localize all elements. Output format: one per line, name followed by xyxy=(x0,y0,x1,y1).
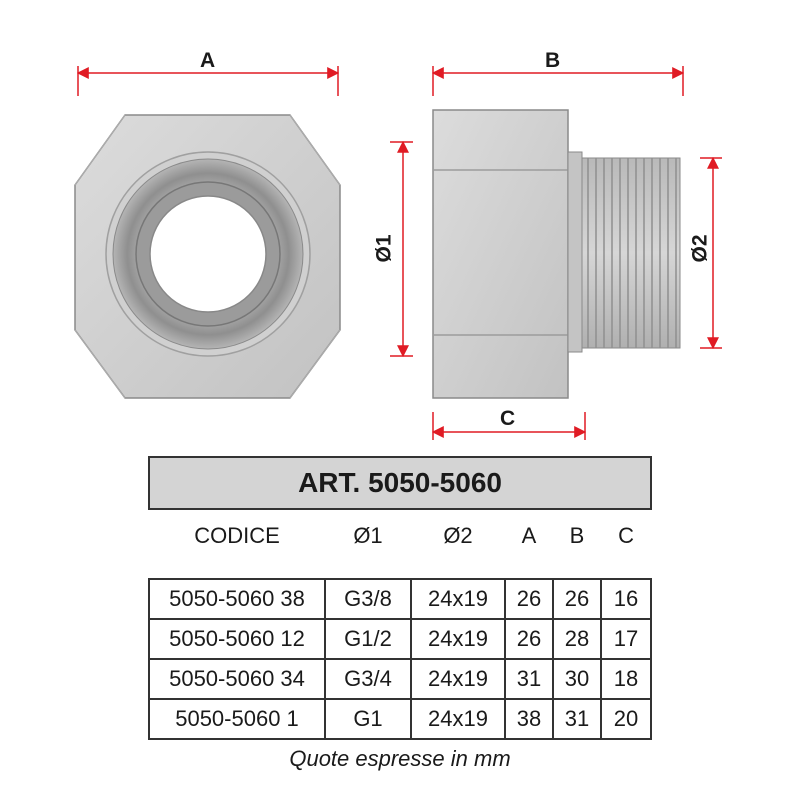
dim-a-label: A xyxy=(200,49,216,72)
cell-a: 26 xyxy=(505,579,553,619)
footnote: Quote espresse in mm xyxy=(289,746,511,771)
cell-c: 17 xyxy=(601,619,651,659)
column-header-d1: Ø1 xyxy=(353,523,383,548)
column-header-d2: Ø2 xyxy=(443,523,473,548)
cell-codice: 5050-5060 34 xyxy=(149,659,325,699)
column-header-a: A xyxy=(521,523,537,548)
dim-c-label: C xyxy=(500,407,516,430)
cell-d1: G3/8 xyxy=(325,579,411,619)
table-row xyxy=(149,659,651,699)
dim-b-label: B xyxy=(545,49,561,72)
column-header-c: C xyxy=(618,523,634,548)
cell-d1: G1 xyxy=(325,699,411,739)
hex-front-view xyxy=(75,115,340,398)
table-row xyxy=(149,619,651,659)
cell-c: 18 xyxy=(601,659,651,699)
table-row xyxy=(149,699,651,739)
spec-table xyxy=(148,456,652,740)
table-title: ART. 5050-5060 xyxy=(149,457,651,509)
cell-b: 31 xyxy=(553,699,601,739)
cell-d2: 24x19 xyxy=(411,619,505,659)
cell-d2: 24x19 xyxy=(411,579,505,619)
table-header-row xyxy=(149,514,651,558)
cell-c: 20 xyxy=(601,699,651,739)
table-row xyxy=(149,579,651,619)
cell-a: 31 xyxy=(505,659,553,699)
cell-b: 26 xyxy=(553,579,601,619)
cell-a: 38 xyxy=(505,699,553,739)
column-header-codice: CODICE xyxy=(194,523,280,548)
cell-d2: 24x19 xyxy=(411,659,505,699)
cell-d2: 24x19 xyxy=(411,699,505,739)
cell-codice: 5050-5060 1 xyxy=(149,699,325,739)
cell-b: 28 xyxy=(553,619,601,659)
cell-codice: 5050-5060 12 xyxy=(149,619,325,659)
dim-d2-label: Ø2 xyxy=(688,234,712,263)
cell-a: 26 xyxy=(505,619,553,659)
dim-d1-label: Ø1 xyxy=(372,234,396,263)
cell-d1: G3/4 xyxy=(325,659,411,699)
column-header-b: B xyxy=(569,523,585,548)
cell-c: 16 xyxy=(601,579,651,619)
cell-b: 30 xyxy=(553,659,601,699)
cell-codice: 5050-5060 38 xyxy=(149,579,325,619)
cell-d1: G1/2 xyxy=(325,619,411,659)
hex-side-view xyxy=(433,110,680,398)
